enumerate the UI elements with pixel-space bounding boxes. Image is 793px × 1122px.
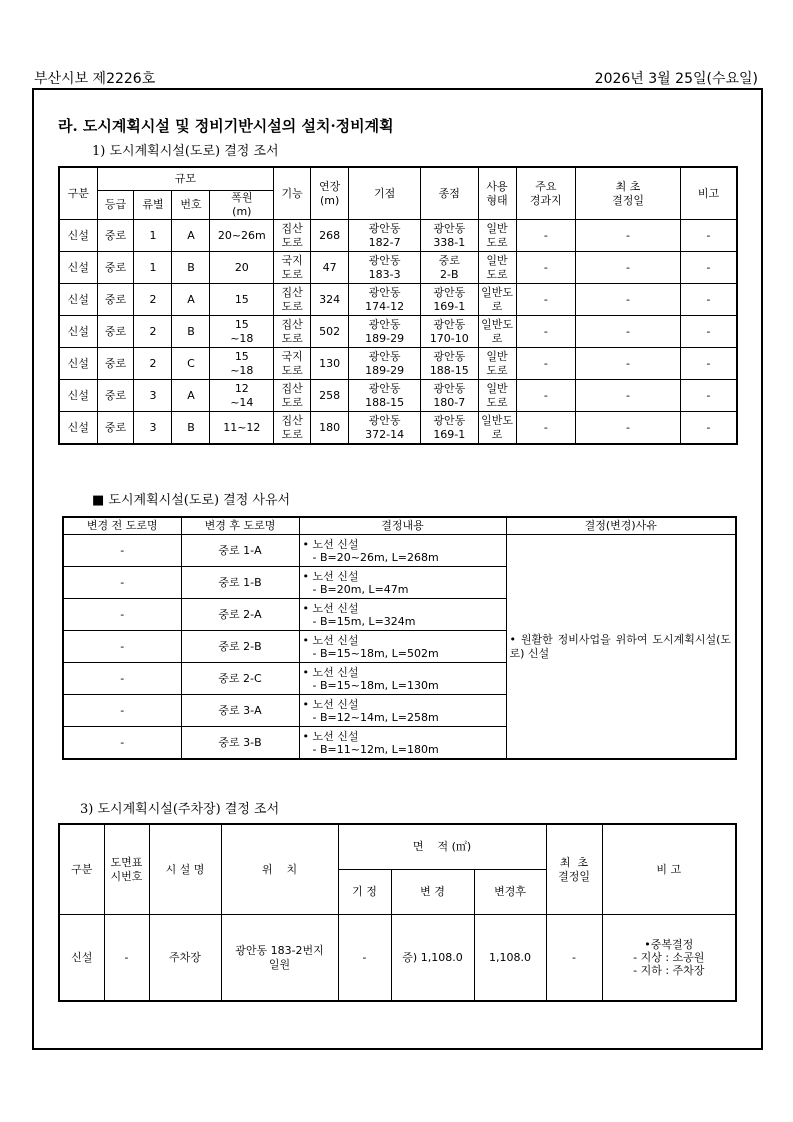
cell-length: 47 <box>311 252 349 284</box>
bulletin-issue: 부산시보 제2226호 <box>34 71 156 87</box>
cell-width: 20 <box>210 252 274 284</box>
cell-start: 광안동 174-12 <box>349 284 421 316</box>
cell-number: A <box>172 380 210 412</box>
col-width: 폭원 (m) <box>210 191 274 220</box>
cell-grade: 중로 <box>97 284 134 316</box>
cell-via: - <box>516 284 576 316</box>
cell-use: 일반 도로 <box>478 220 516 252</box>
cell-after-name: 중로 2-C <box>181 663 299 695</box>
cell-before-name: - <box>63 695 181 727</box>
cell-start: 광안동 372-14 <box>349 412 421 445</box>
cell-before-name: - <box>63 535 181 567</box>
cell-reason: • 원활한 정비사업을 위하여 도시계획시설(도로) 신설 <box>506 535 736 760</box>
cell-first-decision: - <box>576 316 681 348</box>
cell-remark: - <box>680 412 737 445</box>
cell-content: • 노선 신설 - B=15~18m, L=502m <box>299 631 506 663</box>
cell-after-name: 중로 3-B <box>181 727 299 760</box>
cell-gubun: 신설 <box>59 348 97 380</box>
p-first-decision: - <box>546 915 602 1002</box>
cell-remark: - <box>680 380 737 412</box>
cell-function: 집산 도로 <box>274 284 311 316</box>
col-first-decision: 최 초 결정일 <box>576 167 681 220</box>
col-start: 기점 <box>349 167 421 220</box>
section-title: 라. 도시계획시설 및 정비기반시설의 설치·정비계획 <box>58 117 394 135</box>
cell-grade: 중로 <box>97 220 134 252</box>
col-use: 사용 형태 <box>478 167 516 220</box>
p-map-no: - <box>104 915 149 1002</box>
cell-use: 일반 도로 <box>478 252 516 284</box>
cell-end: 광안동 169-1 <box>421 412 479 445</box>
cell-gubun: 신설 <box>59 412 97 445</box>
cell-function: 집산 도로 <box>274 220 311 252</box>
cell-grade: 중로 <box>97 252 134 284</box>
cell-remark: - <box>680 316 737 348</box>
road-row <box>59 220 737 252</box>
reason-table-title: ■ 도시계획시설(도로) 결정 사유서 <box>92 493 291 508</box>
p-gubun: 신설 <box>59 915 104 1002</box>
parking-decision-table <box>58 823 737 1002</box>
cell-grade: 중로 <box>97 316 134 348</box>
cell-start: 광안동 188-15 <box>349 380 421 412</box>
cell-after-name: 중로 1-A <box>181 535 299 567</box>
road-decision-table <box>58 166 738 445</box>
parking-row <box>59 915 736 1002</box>
cell-after-name: 중로 2-A <box>181 599 299 631</box>
cell-content: • 노선 신설 - B=15m, L=324m <box>299 599 506 631</box>
cell-function: 집산 도로 <box>274 380 311 412</box>
cell-length: 258 <box>311 380 349 412</box>
cell-gubun: 신설 <box>59 284 97 316</box>
p-col-name: 시 설 명 <box>149 824 221 915</box>
cell-first-decision: - <box>576 284 681 316</box>
reason-row <box>63 535 736 567</box>
cell-start: 광안동 189-29 <box>349 316 421 348</box>
cell-content: • 노선 신설 - B=20m, L=47m <box>299 567 506 599</box>
cell-gubun: 신설 <box>59 380 97 412</box>
cell-width: 12 ~14 <box>210 380 274 412</box>
cell-remark: - <box>680 284 737 316</box>
col-content: 결정내용 <box>299 517 506 535</box>
cell-remark: - <box>680 252 737 284</box>
col-type: 류별 <box>134 191 172 220</box>
cell-first-decision: - <box>576 220 681 252</box>
cell-after-name: 중로 2-B <box>181 631 299 663</box>
cell-remark: - <box>680 348 737 380</box>
cell-use: 일반도 로 <box>478 284 516 316</box>
cell-after-name: 중로 3-A <box>181 695 299 727</box>
cell-before-name: - <box>63 567 181 599</box>
p-col-remark: 비 고 <box>602 824 736 915</box>
p-location: 광안동 183-2번지 일원 <box>221 915 338 1002</box>
cell-gubun: 신설 <box>59 220 97 252</box>
cell-type: 2 <box>134 316 172 348</box>
cell-end: 광안동 188-15 <box>421 348 479 380</box>
cell-first-decision: - <box>576 252 681 284</box>
cell-use: 일반 도로 <box>478 348 516 380</box>
p-existing: - <box>338 915 391 1002</box>
cell-type: 1 <box>134 220 172 252</box>
p-col-change: 변 경 <box>391 870 474 915</box>
col-gubun: 구분 <box>59 167 97 220</box>
cell-first-decision: - <box>576 412 681 445</box>
cell-via: - <box>516 348 576 380</box>
cell-type: 2 <box>134 348 172 380</box>
cell-length: 502 <box>311 316 349 348</box>
cell-width: 20~26m <box>210 220 274 252</box>
col-scale: 규모 <box>97 167 274 191</box>
p-col-map-no: 도면표 시번호 <box>104 824 149 915</box>
cell-start: 광안동 189-29 <box>349 348 421 380</box>
cell-via: - <box>516 316 576 348</box>
cell-via: - <box>516 412 576 445</box>
road-row <box>59 412 737 445</box>
cell-number: C <box>172 348 210 380</box>
cell-first-decision: - <box>576 348 681 380</box>
road-row <box>59 380 737 412</box>
p-col-gubun: 구분 <box>59 824 104 915</box>
cell-function: 국지 도로 <box>274 252 311 284</box>
cell-content: • 노선 신설 - B=11~12m, L=180m <box>299 727 506 760</box>
road-row <box>59 348 737 380</box>
col-after-name: 변경 후 도로명 <box>181 517 299 535</box>
col-remark: 비고 <box>680 167 737 220</box>
p-name: 주차장 <box>149 915 221 1002</box>
road-row <box>59 316 737 348</box>
cell-before-name: - <box>63 599 181 631</box>
p-change: 증) 1,108.0 <box>391 915 474 1002</box>
cell-length: 324 <box>311 284 349 316</box>
cell-use: 일반 도로 <box>478 380 516 412</box>
cell-content: • 노선 신설 - B=20~26m, L=268m <box>299 535 506 567</box>
cell-start: 광안동 182-7 <box>349 220 421 252</box>
p-col-existing: 기 정 <box>338 870 391 915</box>
col-function: 기능 <box>274 167 311 220</box>
p-col-location: 위 치 <box>221 824 338 915</box>
cell-before-name: - <box>63 727 181 760</box>
col-number: 번호 <box>172 191 210 220</box>
cell-end: 광안동 170-10 <box>421 316 479 348</box>
road-table-title: 1) 도시계획시설(도로) 결정 조서 <box>92 144 279 159</box>
bulletin-date: 2026년 3월 25일(수요일) <box>594 71 758 87</box>
col-grade: 등급 <box>97 191 134 220</box>
cell-grade: 중로 <box>97 380 134 412</box>
cell-width: 15 <box>210 284 274 316</box>
cell-function: 집산 도로 <box>274 316 311 348</box>
cell-length: 130 <box>311 348 349 380</box>
cell-via: - <box>516 252 576 284</box>
parking-table-title: 3) 도시계획시설(주차장) 결정 조서 <box>80 802 280 817</box>
cell-end: 광안동 169-1 <box>421 284 479 316</box>
cell-type: 2 <box>134 284 172 316</box>
cell-number: B <box>172 252 210 284</box>
cell-type: 3 <box>134 412 172 445</box>
cell-before-name: - <box>63 631 181 663</box>
cell-gubun: 신설 <box>59 316 97 348</box>
road-row <box>59 284 737 316</box>
cell-use: 일반도 로 <box>478 412 516 445</box>
cell-first-decision: - <box>576 380 681 412</box>
cell-end: 광안동 180-7 <box>421 380 479 412</box>
cell-via: - <box>516 380 576 412</box>
col-via: 주요 경과지 <box>516 167 576 220</box>
cell-type: 1 <box>134 252 172 284</box>
col-reason: 결정(변경)사유 <box>506 517 736 535</box>
road-reason-table <box>62 516 737 760</box>
cell-gubun: 신설 <box>59 252 97 284</box>
p-col-area: 면 적 (㎡) <box>338 824 546 870</box>
cell-end: 광안동 338-1 <box>421 220 479 252</box>
cell-content: • 노선 신설 - B=12~14m, L=258m <box>299 695 506 727</box>
cell-number: A <box>172 284 210 316</box>
cell-length: 268 <box>311 220 349 252</box>
cell-content: • 노선 신설 - B=15~18m, L=130m <box>299 663 506 695</box>
road-row <box>59 252 737 284</box>
cell-function: 국지 도로 <box>274 348 311 380</box>
cell-use: 일반도 로 <box>478 316 516 348</box>
p-col-after: 변경후 <box>474 870 546 915</box>
cell-type: 3 <box>134 380 172 412</box>
p-after: 1,108.0 <box>474 915 546 1002</box>
col-end: 종점 <box>421 167 479 220</box>
cell-number: B <box>172 412 210 445</box>
cell-number: B <box>172 316 210 348</box>
col-length: 연장 (m) <box>311 167 349 220</box>
cell-end: 중로 2-B <box>421 252 479 284</box>
cell-grade: 중로 <box>97 412 134 445</box>
cell-after-name: 중로 1-B <box>181 567 299 599</box>
cell-start: 광안동 183-3 <box>349 252 421 284</box>
cell-width: 15 ~18 <box>210 316 274 348</box>
cell-remark: - <box>680 220 737 252</box>
cell-via: - <box>516 220 576 252</box>
col-before-name: 변경 전 도로명 <box>63 517 181 535</box>
cell-grade: 중로 <box>97 348 134 380</box>
cell-width: 11~12 <box>210 412 274 445</box>
cell-width: 15 ~18 <box>210 348 274 380</box>
p-col-first-decision: 최 초 결정일 <box>546 824 602 915</box>
p-remark: •중복결정 - 지상 : 소공원 - 지하 : 주차장 <box>602 915 736 1002</box>
cell-before-name: - <box>63 663 181 695</box>
cell-number: A <box>172 220 210 252</box>
cell-function: 집산 도로 <box>274 412 311 445</box>
cell-length: 180 <box>311 412 349 445</box>
